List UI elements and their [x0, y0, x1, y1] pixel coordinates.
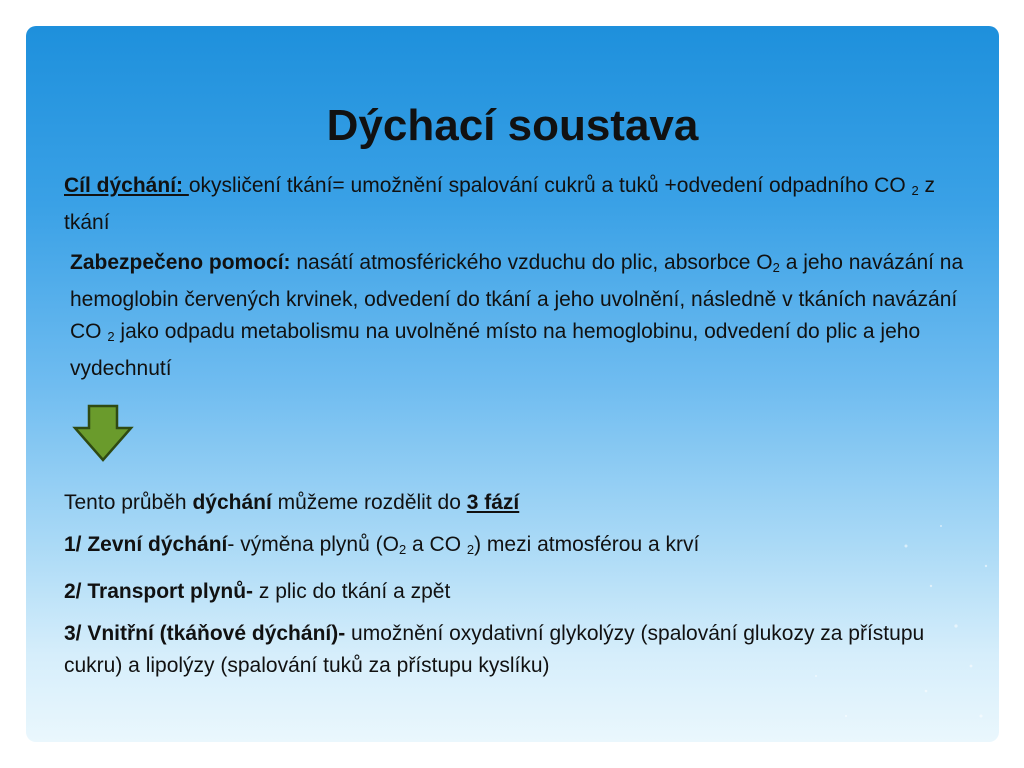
provided-text-2: a jeho navázání na hemoglobin červených krvinek, odvedení do tkání a jeho uvolnění, následně v tkáních navázání CO — [70, 251, 964, 343]
phase-1-label: 1/ Zevní dýchání — [64, 533, 228, 556]
goal-tail: z tkání — [64, 174, 936, 234]
paragraph-phase-3 — [64, 618, 964, 682]
down-arrow-icon — [71, 404, 135, 462]
phase-2-text: z plic do tkání a zpět — [253, 580, 451, 603]
paragraph-goal — [64, 170, 964, 239]
phase-1-text-3: ) mezi atmosférou a krví — [474, 533, 700, 556]
arrow-spacer — [64, 385, 964, 487]
phase-1-text-2: a CO — [406, 533, 467, 556]
slide-body — [64, 170, 964, 682]
slide — [26, 26, 999, 742]
phase-1-sub-2: 2 — [466, 542, 475, 557]
goal-label: Cíl dýchání: — [64, 174, 189, 197]
provided-text-1: nasátí atmosférického vzduchu do plic, absorbce O — [290, 251, 773, 274]
provided-sub-2: 2 — [107, 329, 115, 344]
goal-sub: 2 — [911, 183, 919, 198]
phase-2-label: 2/ Transport plynů- — [64, 580, 254, 603]
phases-intro-pre: Tento průběh — [64, 491, 193, 514]
provided-text-3: jako odpadu metabolismu na uvolněné místo na hemoglobinu, odvedení do plic a jeho vydechnutí — [70, 320, 921, 380]
paragraph-phase-1 — [64, 529, 964, 566]
slide-title: Dýchací soustava — [326, 101, 699, 150]
goal-text: okysličení tkání= umožnění spalování cukrů a tuků +odvedení odpadního CO — [188, 174, 912, 197]
phase-3-text: umožnění oxydativní glykolýzy (spalování glukozy za přístupu cukru) a lipolýzy (spalování tuků za přístupu kyslíku) — [64, 622, 925, 677]
phase-1-text-1: - výměna plynů (O — [227, 533, 399, 556]
phases-intro-mid: můžeme rozdělit do — [271, 491, 467, 514]
phases-intro-bold-count: 3 fází — [466, 491, 520, 514]
phase-3-label: 3/ Vnitřní (tkáňové dýchání)- — [64, 622, 346, 645]
phases-intro-bold-breathing: dýchání — [192, 491, 272, 514]
phase-1-sub-1: 2 — [398, 542, 407, 557]
paragraph-provided — [64, 247, 964, 385]
paragraph-phase-2 — [64, 576, 964, 608]
provided-label: Zabezpečeno pomocí: — [70, 251, 291, 274]
provided-sub-1: 2 — [772, 260, 780, 275]
paragraph-phases-intro — [64, 487, 964, 519]
